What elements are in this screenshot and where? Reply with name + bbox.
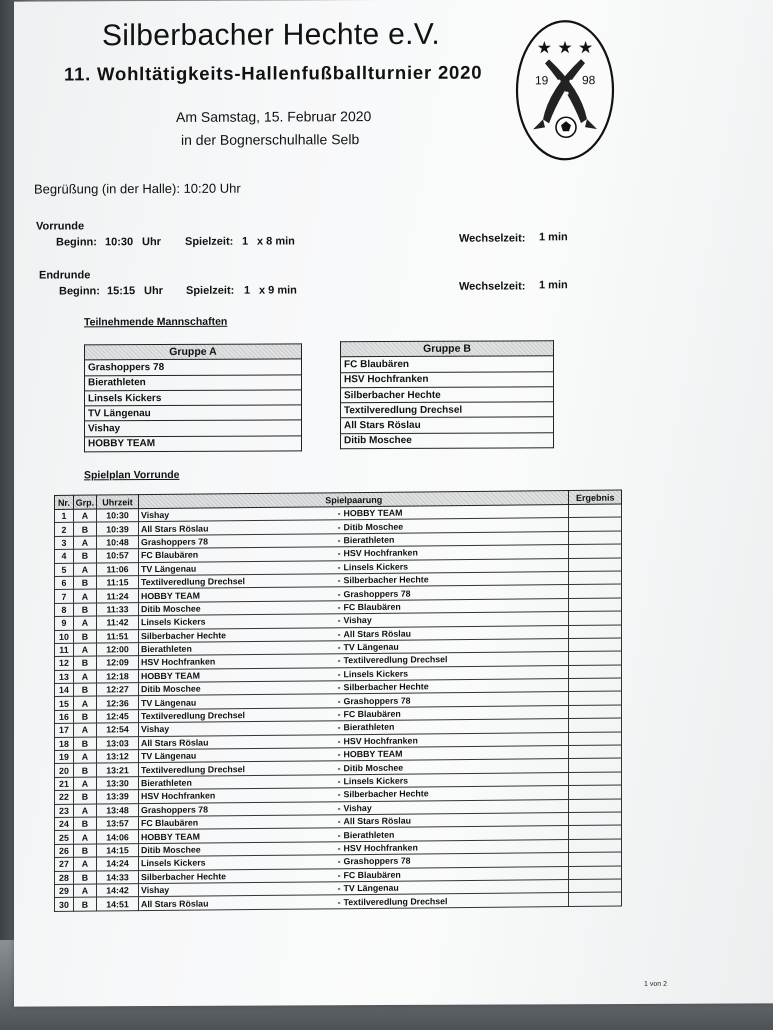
match-time: 13:21	[96, 763, 138, 777]
away-team-name: Bierathleten	[343, 829, 395, 840]
match-result	[569, 825, 622, 839]
club-title: Silberbacher Hechte e.V.	[102, 17, 440, 53]
group-b-title: Gruppe B	[341, 341, 554, 357]
match-group: B	[73, 549, 96, 563]
match-result	[569, 852, 622, 866]
match-home-team: Ditib Moschee	[138, 681, 329, 696]
match-time: 11:42	[96, 616, 138, 630]
match-result	[569, 705, 622, 719]
pairing-separator: -	[337, 856, 341, 867]
match-result	[569, 638, 622, 652]
match-home-team: Textilveredlung Drechsel	[138, 708, 329, 723]
page-number: 1 von 2	[644, 980, 667, 988]
match-home-team: Vishay	[138, 882, 329, 897]
match-home-team: Textilveredlung Drechsel	[138, 761, 329, 776]
match-number: 29	[55, 884, 74, 898]
match-result	[569, 584, 622, 598]
match-result	[569, 691, 622, 705]
vorrunde-playtime-value: x 8 min	[257, 235, 295, 248]
pairing-separator: -	[337, 655, 341, 666]
tournament-title: 11. Wohltätigkeits-Hallenfußballturnier 2020	[64, 61, 483, 85]
pairing-separator: -	[337, 869, 341, 880]
pairing-separator: -	[337, 789, 341, 800]
match-time: 13:48	[96, 803, 138, 817]
group-b-table	[340, 340, 554, 449]
match-group: B	[73, 817, 96, 831]
match-home-team: Vishay	[138, 507, 329, 522]
match-time: 14:15	[96, 843, 138, 857]
away-team-name: Bierathleten	[343, 722, 395, 733]
away-team-name: Grashoppers 78	[343, 588, 411, 599]
event-date: Am Samstag, 15. Februar 2020	[176, 108, 372, 125]
event-venue: in der Bognerschulhalle Selb	[181, 131, 360, 148]
endrunde-playtime-label: Spielzeit:	[186, 284, 235, 297]
schedule-body	[55, 504, 622, 911]
match-home-team: Bierathleten	[138, 641, 329, 656]
match-result	[569, 758, 622, 772]
schedule-heading: Spielplan Vorrunde	[84, 468, 180, 482]
match-home-team: FC Blaubären	[138, 815, 329, 830]
group-a-team: HOBBY TEAM	[85, 436, 302, 452]
match-number: 23	[55, 804, 74, 818]
pairing-separator: -	[337, 642, 341, 653]
match-group: A	[73, 697, 96, 711]
pairing-separator: -	[337, 816, 341, 827]
pairing-separator: -	[337, 521, 341, 532]
match-group: B	[73, 844, 96, 858]
away-team-name: Ditib Moschee	[343, 762, 404, 773]
away-team-name: Linsels Kickers	[343, 668, 409, 680]
match-result	[569, 558, 622, 572]
match-number: 6	[55, 576, 74, 590]
match-time: 11:24	[96, 589, 138, 603]
match-group: A	[73, 643, 96, 657]
match-group: A	[73, 723, 96, 737]
away-team-name: Grashoppers 78	[343, 695, 411, 706]
pairing-separator: -	[337, 575, 341, 586]
col-nr: Nr.	[55, 495, 74, 509]
match-home-team: Linsels Kickers	[138, 614, 329, 629]
away-team-name: HOBBY TEAM	[343, 748, 403, 760]
match-group: B	[73, 656, 96, 670]
match-group: B	[73, 576, 96, 590]
match-time: 13:12	[96, 750, 138, 764]
match-time: 10:48	[96, 535, 138, 549]
match-group: A	[73, 777, 96, 791]
match-group: A	[73, 616, 96, 630]
away-team-name: Textilveredlung Drechsel	[343, 895, 448, 907]
endrunde-heading: Endrunde	[39, 269, 91, 282]
match-number: 26	[55, 844, 74, 858]
match-result	[569, 892, 622, 906]
pairing-separator: -	[337, 561, 341, 572]
match-number: 16	[55, 710, 74, 724]
match-number: 9	[55, 616, 74, 630]
match-number: 10	[55, 630, 74, 644]
away-team-name: FC Blaubären	[343, 601, 401, 613]
match-time: 14:33	[96, 870, 138, 884]
match-number: 11	[55, 643, 74, 657]
match-home-team: All Stars Röslau	[138, 895, 329, 910]
match-time: 13:30	[96, 776, 138, 790]
away-team-name: Textilveredlung Drechsel	[343, 654, 448, 666]
match-group: B	[73, 710, 96, 724]
away-team-name: All Stars Röslau	[343, 628, 411, 639]
match-group: A	[73, 563, 96, 577]
match-time: 14:51	[96, 897, 138, 911]
logo-year-left: 19	[535, 73, 549, 88]
match-number: 2	[55, 523, 74, 537]
match-number: 28	[55, 871, 74, 885]
match-time: 14:42	[96, 884, 138, 898]
match-number: 12	[55, 657, 74, 671]
match-time: 13:03	[96, 736, 138, 750]
group-b-team: All Stars Röslau	[341, 417, 554, 433]
match-home-team: Bierathleten	[138, 775, 329, 790]
endrunde-start-unit: Uhr	[144, 285, 163, 298]
match-group: B	[73, 871, 96, 885]
match-number: 13	[55, 670, 74, 684]
away-team-name: All Stars Röslau	[343, 815, 411, 827]
pairing-separator: -	[337, 883, 341, 894]
match-home-team: Silberbacher Hechte	[138, 627, 329, 642]
group-b-team: Silberbacher Hechte	[341, 387, 554, 403]
match-group: A	[73, 750, 96, 764]
pairing-separator: -	[337, 896, 341, 907]
pairing-separator: -	[337, 803, 341, 814]
match-time: 11:06	[96, 562, 138, 576]
match-home-team: Silberbacher Hechte	[138, 868, 329, 883]
match-group: B	[73, 522, 96, 536]
match-result	[569, 504, 622, 518]
match-number: 8	[55, 603, 74, 617]
match-result	[569, 799, 622, 813]
match-number: 24	[55, 817, 74, 831]
endrunde-start-label: Beginn:	[59, 285, 100, 298]
away-team-name: Ditib Moschee	[343, 521, 404, 532]
group-b-team: FC Blaubären	[341, 356, 554, 372]
group-a-table	[84, 343, 302, 452]
match-group: B	[73, 683, 96, 697]
vorrunde-playtime-label: Spielzeit:	[185, 235, 234, 248]
match-group: B	[73, 897, 96, 911]
match-number: 14	[55, 683, 74, 697]
match-home-team: TV Längenau	[138, 694, 329, 709]
match-time: 14:06	[96, 830, 138, 844]
group-a-team: Grashoppers 78	[85, 359, 302, 375]
match-time: 10:39	[96, 522, 138, 536]
match-home-team: All Stars Röslau	[138, 734, 329, 749]
away-team-name: HSV Hochfranken	[343, 547, 418, 559]
match-result	[569, 785, 622, 799]
greeting-time: Begrüßung (in der Halle): 10:20 Uhr	[34, 180, 241, 197]
match-result	[569, 839, 622, 853]
group-b-team: HSV Hochfranken	[341, 371, 554, 387]
match-time: 12:27	[96, 683, 138, 697]
pairing-separator: -	[337, 508, 341, 519]
match-time: 14:24	[96, 857, 138, 871]
away-team-name: HSV Hochfranken	[343, 842, 418, 854]
match-number: 7	[55, 590, 74, 604]
group-a-team: TV Längenau	[85, 405, 302, 421]
pairing-separator: -	[337, 762, 341, 773]
endrunde-playtime-count: 1	[244, 284, 251, 297]
match-result	[569, 678, 622, 692]
vorrunde-change-label: Wechselzeit:	[459, 232, 526, 245]
match-number: 19	[55, 750, 74, 764]
match-group: B	[73, 603, 96, 617]
schedule-table	[54, 490, 622, 912]
match-home-team: All Stars Röslau	[138, 520, 329, 535]
match-home-team: HOBBY TEAM	[138, 668, 329, 683]
away-team-name: Vishay	[343, 615, 372, 626]
group-a-team: Vishay	[85, 420, 302, 436]
match-group: A	[73, 884, 96, 898]
match-number: 22	[55, 790, 74, 804]
away-team-name: FC Blaubären	[343, 708, 401, 720]
match-group: A	[73, 589, 96, 603]
match-time: 11:33	[96, 602, 138, 616]
match-home-team: Grashoppers 78	[138, 801, 329, 816]
vorrunde-change-value: 1 min	[539, 231, 568, 244]
pairing-separator: -	[337, 829, 341, 840]
match-time: 12:54	[96, 723, 138, 737]
match-time: 13:39	[96, 790, 138, 804]
match-group: A	[73, 857, 96, 871]
endrunde-change-label: Wechselzeit:	[459, 280, 526, 293]
match-number: 5	[55, 563, 74, 577]
match-result	[569, 745, 622, 759]
match-group: B	[73, 790, 96, 804]
match-result	[569, 879, 622, 893]
pairing-separator: -	[337, 695, 341, 706]
vorrunde-playtime-count: 1	[242, 235, 249, 248]
match-home-team: HSV Hochfranken	[138, 788, 329, 803]
match-time: 11:51	[96, 629, 138, 643]
match-number: 30	[55, 898, 74, 912]
away-team-name: TV Längenau	[343, 882, 399, 894]
match-group: B	[73, 737, 96, 751]
vorrunde-start-time: 10:30	[105, 236, 134, 249]
match-group: A	[73, 509, 96, 523]
match-number: 27	[55, 857, 74, 871]
endrunde-change-value: 1 min	[539, 279, 568, 292]
away-team-name: FC Blaubären	[343, 869, 401, 880]
match-group: A	[73, 804, 96, 818]
match-home-team: Textilveredlung Drechsel	[138, 574, 329, 589]
pairing-separator: -	[337, 669, 341, 680]
match-home-team: TV Längenau	[138, 560, 329, 575]
col-pairing: Spielpaarung	[138, 491, 568, 509]
away-team-name: Bierathleten	[343, 534, 395, 546]
match-result	[569, 625, 622, 639]
vorrunde-heading: Vorrunde	[36, 220, 85, 233]
match-number: 21	[55, 777, 74, 791]
pairing-separator: -	[337, 628, 341, 639]
logo-stars: ★ ★ ★	[536, 38, 594, 59]
match-result	[569, 611, 622, 625]
pairing-separator: -	[337, 749, 341, 760]
match-result	[569, 812, 622, 826]
match-time: 11:15	[96, 576, 138, 590]
vorrunde-start-unit: Uhr	[142, 236, 161, 249]
pairing-separator: -	[337, 548, 341, 559]
match-time: 12:45	[96, 710, 138, 724]
pairing-separator: -	[337, 615, 341, 626]
match-result	[569, 651, 622, 665]
match-group: A	[73, 536, 96, 550]
match-time: 10:57	[96, 549, 138, 563]
match-time: 12:18	[96, 669, 138, 683]
match-result	[569, 866, 622, 880]
match-group: A	[73, 830, 96, 844]
match-result	[569, 598, 622, 612]
document-page	[14, 0, 773, 1007]
pairing-separator: -	[337, 682, 341, 693]
match-result	[569, 517, 622, 531]
away-team-name: Linsels Kickers	[343, 775, 409, 787]
away-team-name: Grashoppers 78	[343, 855, 411, 867]
match-home-team: Ditib Moschee	[138, 842, 329, 857]
match-group: B	[73, 630, 96, 644]
match-number: 25	[55, 831, 74, 845]
match-time: 13:57	[96, 817, 138, 831]
away-team-name: Vishay	[343, 802, 372, 813]
away-team-name: Silberbacher Hechte	[343, 788, 429, 800]
pairing-separator: -	[337, 709, 341, 720]
match-time: 12:09	[96, 656, 138, 670]
away-team-name: HOBBY TEAM	[343, 507, 403, 519]
match-home-team: FC Blaubären	[138, 547, 329, 562]
match-home-team: Grashoppers 78	[138, 534, 329, 549]
pairing-separator: -	[337, 602, 341, 613]
match-home-team: HOBBY TEAM	[138, 587, 329, 602]
match-result	[569, 718, 622, 732]
group-b-team: Ditib Moschee	[341, 433, 554, 449]
match-home-team: HSV Hochfranken	[138, 654, 329, 669]
endrunde-playtime-value: x 9 min	[259, 284, 297, 297]
col-time: Uhrzeit	[96, 495, 138, 509]
match-number: 1	[55, 509, 74, 523]
match-number: 4	[55, 549, 74, 563]
col-grp: Grp.	[73, 495, 96, 509]
away-team-name: Linsels Kickers	[343, 561, 409, 572]
match-result	[569, 772, 622, 786]
group-a-team: Bierathleten	[85, 374, 302, 390]
match-group: A	[73, 670, 96, 684]
match-time: 12:00	[96, 643, 138, 657]
endrunde-start-time: 15:15	[107, 285, 136, 298]
match-result	[569, 571, 622, 585]
away-team-name: Silberbacher Hechte	[343, 681, 429, 693]
logo-year-right: 98	[582, 73, 596, 88]
match-group: B	[73, 763, 96, 777]
group-a-team: Linsels Kickers	[85, 390, 302, 406]
match-home-team: Linsels Kickers	[138, 855, 329, 870]
teams-heading: Teilnehmende Mannschaften	[84, 315, 228, 329]
club-logo-icon	[515, 19, 615, 161]
match-result	[569, 665, 622, 679]
pairing-separator: -	[337, 736, 341, 747]
match-number: 17	[55, 724, 74, 738]
match-home-team: TV Längenau	[138, 748, 329, 763]
pairing-separator: -	[337, 843, 341, 854]
match-time: 12:36	[96, 696, 138, 710]
away-team-name: TV Längenau	[343, 641, 399, 653]
vorrunde-start-label: Beginn:	[56, 236, 97, 249]
pairing-separator: -	[337, 776, 341, 787]
match-home-team: Vishay	[138, 721, 329, 736]
match-number: 20	[55, 764, 74, 778]
away-team-name: HSV Hochfranken	[343, 735, 418, 747]
match-number: 15	[55, 697, 74, 711]
match-result	[569, 531, 622, 545]
match-number: 18	[55, 737, 74, 751]
pairing-separator: -	[337, 535, 341, 546]
group-a-title: Gruppe A	[85, 344, 302, 360]
pairing-separator: -	[337, 588, 341, 599]
match-home-team: HOBBY TEAM	[138, 828, 329, 843]
col-result: Ergebnis	[569, 490, 622, 505]
match-time: 10:30	[96, 509, 138, 523]
match-result	[569, 544, 622, 558]
match-number: 3	[55, 536, 74, 550]
group-b-team: Textilveredlung Drechsel	[341, 402, 554, 418]
match-home-team: Ditib Moschee	[138, 601, 329, 616]
pairing-separator: -	[337, 722, 341, 733]
match-result	[569, 732, 622, 746]
away-team-name: Silberbacher Hechte	[343, 574, 429, 586]
match-away-team	[330, 893, 569, 909]
